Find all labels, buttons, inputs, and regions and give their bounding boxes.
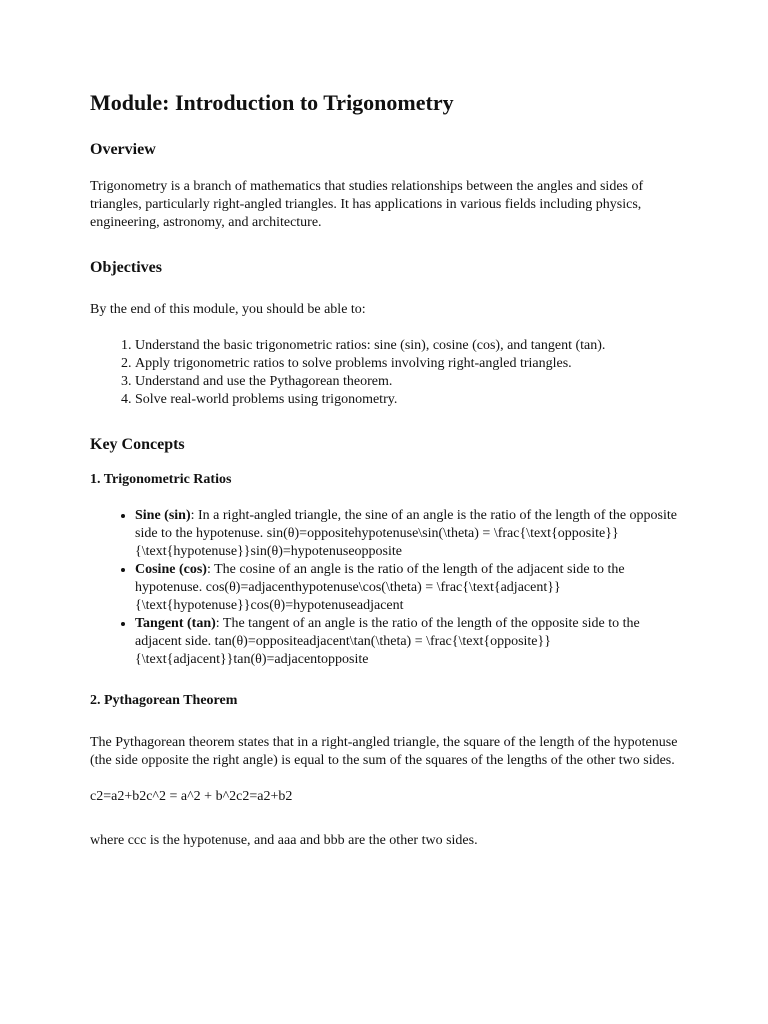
pythagorean-heading: 2. Pythagorean Theorem (90, 692, 238, 708)
objective-item: 3. Understand and use the Pythagorean theorem. (135, 373, 678, 391)
pythagorean-text: The Pythagorean theorem states that in a right-angled triangle, the square of the length of the hypotenuse (the side opposite the right angle) is equal to the sum of the squares of the lengths of the other two sides. (90, 734, 678, 768)
ratio-term: Tangent (tan) (135, 615, 216, 631)
ratio-definition: : In a right-angled triangle, the sine of an angle is the ratio of the length of the opposite side to the hypotenuse. sin⁡(θ)=oppositehypotenuse\sin(\theta) = \frac{\text{opposite}}{\text{hypotenuse}}sin(θ)=hypotenuseopposite (135, 507, 677, 559)
overview-heading: Overview (90, 141, 156, 159)
pythagorean-formula: c2=a2+b2c^2 = a^2 + b^2c2=a2+b2 (90, 788, 293, 804)
ratios-list (90, 507, 678, 669)
ratio-item-cosine (135, 561, 678, 615)
ratio-term: Cosine (cos) (135, 561, 207, 577)
objective-item: 1. Understand the basic trigonometric ratios: sine (sin), cosine (cos), and tangent (tan). (135, 337, 678, 355)
ratio-definition: : The tangent of an angle is the ratio of the length of the opposite side to the adjacent side. tan⁡(θ)=oppositeadjacent\tan(\theta) = \frac{\text{opposite}}{\text{adjacent}}tan(θ)=adjacentopposite (135, 615, 640, 667)
ratio-term: Sine (sin) (135, 507, 191, 523)
ratio-item-tangent (135, 615, 678, 669)
ratios-heading: 1. Trigonometric Ratios (90, 471, 232, 487)
overview-text: Trigonometry is a branch of mathematics that studies relationships between the angles and sides of triangles, particularly right-angled triangles. It has applications in various fields including physics, engineering, astronomy, and architecture. (90, 178, 644, 230)
ratio-item-sine (135, 507, 678, 561)
objective-item: 2. Apply trigonometric ratios to solve problems involving right-angled triangles. (135, 355, 678, 373)
objectives-heading: Objectives (90, 258, 162, 276)
objective-item: 4. Solve real-world problems using trigonometry. (135, 391, 678, 409)
objectives-list (90, 337, 678, 409)
key-concepts-heading: Key Concepts (90, 435, 185, 453)
page-title: Module: Introduction to Trigonometry (90, 90, 454, 115)
objectives-intro: By the end of this module, you should be able to: (90, 301, 366, 317)
pythagorean-where: where ccc is the hypotenuse, and aaa and bbb are the other two sides. (90, 832, 478, 848)
ratio-definition: : The cosine of an angle is the ratio of the length of the adjacent side to the hypotenuse. cos⁡(θ)=adjacenthypotenuse\cos(\theta) = \frac{\text{adjacent}}{\text{hypotenuse}}cos(θ)=hypotenuseadjacent (135, 561, 625, 613)
